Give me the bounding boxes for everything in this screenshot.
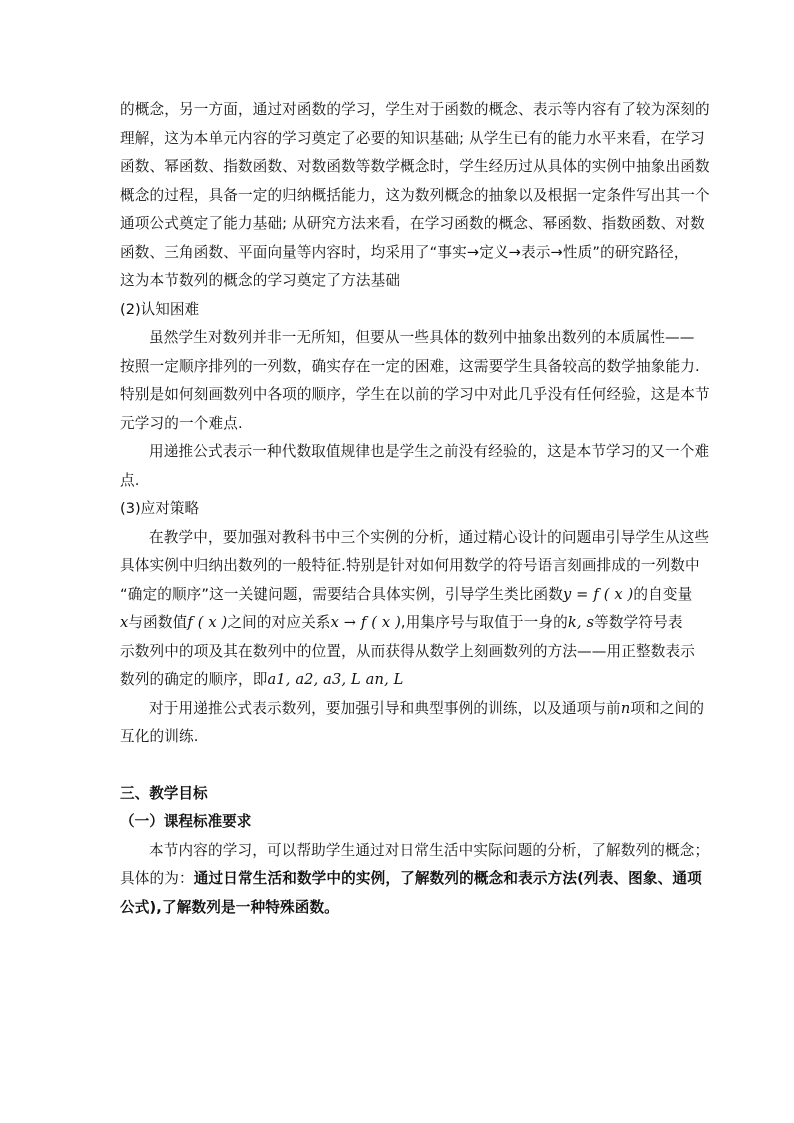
section-heading-strategy: (3)应对策略: [120, 500, 200, 517]
text-line: 这为本节数列的概念的学习奠定了方法基础: [120, 272, 401, 289]
paragraph-curriculum: [120, 837, 710, 923]
paragraph-prior-knowledge: [120, 96, 710, 296]
text-span: 数列的确定的顺序，即: [120, 671, 268, 688]
formula-mapping: x → f ( x ): [330, 614, 401, 631]
document-page: [120, 96, 710, 922]
section-heading-cognitive-difficulty: (2)认知困难: [120, 300, 200, 318]
text-line: 元学习的一个难点.: [120, 414, 243, 432]
text-span-bold: 通过日常生活和数学中的实例，了解数列的概念和表示方法(列表、图象、通项: [193, 870, 702, 887]
formula-x: x: [120, 614, 129, 631]
text-span: 等数学符号表: [594, 614, 683, 631]
spacer: [120, 752, 680, 780]
text-span: 之间的对应关系: [227, 614, 331, 631]
text-span: 的自变量: [633, 585, 693, 603]
text-line: [120, 581, 693, 610]
text-line: 理解，这为本单元内容的学习奠定了必要的知识基础; 从学生已有的能力水平来看，在学习: [120, 129, 705, 147]
text-line: [120, 865, 702, 894]
text-line: 虽然学生对数列并非一无所知，但要从一些具体的数列中抽象出数列的本质属性——: [149, 329, 695, 346]
text-line: 公式),了解数列是一种特殊函数。: [120, 898, 339, 916]
paragraph-strategy: [120, 524, 710, 695]
paragraph-difficulty: [120, 324, 710, 438]
text-line: 的概念，另一方面，通过对函数的学习，学生对于函数的概念、表示等内容有了较为深刻的: [120, 101, 710, 118]
text-line: 概念的过程，具备一定的归纳概括能力，这为数列概念的抽象以及根据一定条件写出其一个: [120, 186, 710, 204]
text-line: 点.: [120, 471, 140, 489]
text-span: 对于用递推公式表示数列，要加强引导和典型事例的训练，以及通项与前: [149, 699, 621, 717]
subsection-heading-curriculum-standard: （一）课程标准要求: [120, 813, 252, 830]
text-line: 具体实例中归纳出数列的一般特征.特别是针对如何用数学的符号语言刻画排成的一列数中: [120, 557, 700, 574]
text-span: “确定的顺序”这一关键问题，需要结合具体实例，引导学生类比函数: [120, 585, 563, 603]
text-span: 具体的为：: [120, 870, 194, 887]
text-line: 用递推公式表示一种代数取值规律也是学生之前没有经验的，这是本节学习的又一个难: [149, 443, 710, 460]
paragraph-recursive-difficulty: [120, 438, 710, 495]
text-line: 按照一定顺序排列的一列数，确实存在一定的困难，这需要学生具备较高的数学抽象能力.: [120, 357, 700, 375]
text-line: [120, 666, 680, 695]
text-line: 示数列中的项及其在数列中的位置，从而获得从数学上刻画数列的方法——用正整数表示: [120, 642, 696, 660]
formula-f-x: f ( x ): [187, 614, 228, 631]
formula-y-equals-f-x: y = f ( x ): [563, 585, 634, 603]
text-line: 本节内容的学习，可以帮助学生通过对日常生活中实际问题的分析，了解数列的概念；: [149, 841, 710, 859]
section-heading-teaching-goals: 三、教学目标: [120, 784, 208, 802]
formula-n: n: [620, 699, 631, 717]
paragraph-recursive-training: [120, 695, 705, 752]
text-span: 项和之间的: [630, 699, 705, 717]
text-line: 互化的训练.: [120, 728, 199, 745]
formula-symbols: k, s: [567, 614, 595, 631]
text-line: 特别是如何刻画数列中各项的顺序，学生在以前的学习中对此几乎没有任何经验，这是本节: [120, 386, 710, 403]
text-line: 在教学中，要加强对教科书中三个实例的分析，通过精心设计的问题串引导学生从这些: [149, 528, 710, 546]
text-line: [120, 695, 705, 724]
text-line: 函数、幂函数、指数函数、对数函数等数学概念时，学生经历过从具体的实例中抽象出函数: [120, 158, 710, 175]
text-line: 通项公式奠定了能力基础; 从研究方法来看，在学习函数的概念、幂函数、指数函数、对数: [120, 215, 705, 232]
text-line: [120, 609, 683, 638]
formula-sequence: a1, a2, a3, L an, L: [267, 671, 404, 688]
text-span: ,用集序号与取值于一身的: [400, 614, 568, 631]
text-span: 与函数值: [128, 614, 188, 631]
text-line: 函数、三角函数、平面向量等内容时，均采用了“事实→定义→表示→性质”的研究路径，: [120, 243, 689, 261]
